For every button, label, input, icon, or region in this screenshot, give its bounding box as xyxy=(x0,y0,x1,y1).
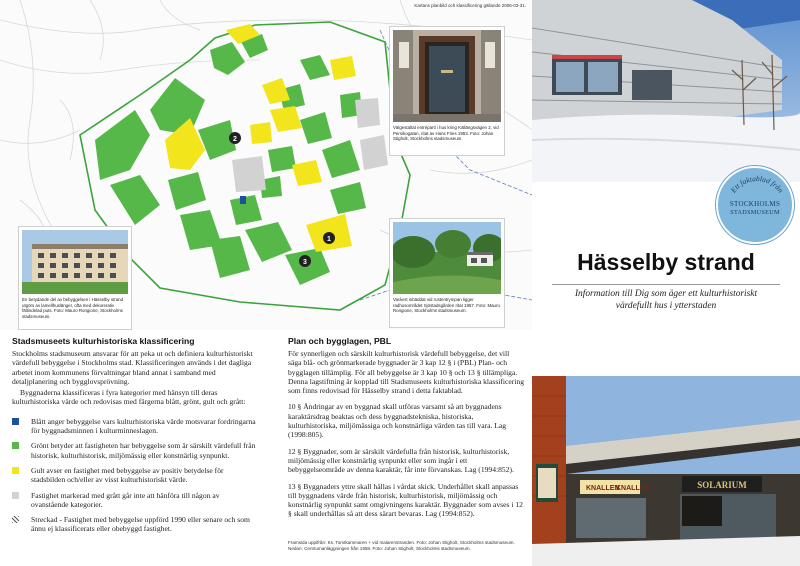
classification-legend xyxy=(12,417,258,534)
classification-heading: Stadsmuseets kulturhistoriska klassificering xyxy=(12,336,195,346)
pbl-paragraph-3: 12 § Byggnader, som är särskilt värdefulla från historisk, kulturhistorisk, miljömässig eller konstnärlig synpunkt eller som ingår i ett bebyggelseområde av denna karaktär, får inte förvanskas. Lag (1994:852). xyxy=(288,446,514,475)
legend-text-hatched: Streckad - Fastighet med bebyggelse uppförd 1990 eller senare och som ännu ej klassificerats eller obebyggd fastighet. xyxy=(31,515,250,534)
museum-badge xyxy=(716,166,794,244)
pbl-paragraph-1: För synnerligen och särskilt kulturhistorisk värdefull bebyggelse, det vill säga blå- och grönmarkerade byggnader är 3 kap 12 § i (PBL) Plan- och bygglagen tillämplig. För all bebyggelse är 3 kap 10 § och 13 § tillämpliga. Denna lagstiftning är kopplad till Stadsmuseets kulturhistoriska klassificering som finns redovisad för Hässelby strand i detta faktablad. xyxy=(288,349,524,396)
classification-map xyxy=(0,0,532,330)
legend-item-yellow xyxy=(12,466,258,485)
pbl-heading: Plan och bygglagen, PBL xyxy=(288,336,392,346)
entrance-photo xyxy=(393,30,501,122)
pbl-paragraph-4: 13 § Byggnaders yttre skall hållas i vårdat skick. Underhållet skall anpassas till byggnadens värde från historisk, kulturhistorisk, miljömässig och konstnärlig synpunkt samt omgivningens karaktär. Byggnader som avses i 12 § skall underhållas så att dess särart bevaras. Lag (1994:852). xyxy=(288,481,523,519)
hatched-swatch xyxy=(12,516,19,523)
legend-item-green xyxy=(12,441,258,460)
legend-text-grey: Fastighet markerad med grått går inte att hänföra till någon av ovanstående kategorier. xyxy=(31,490,220,509)
map-caption: Kartans planbild och klassificering gällande 2006-03-31. xyxy=(414,3,526,8)
legend-text-yellow: Gult avser en fastighet med bebyggelse av positiv betydelse för stadsbilden och/eller av visst kulturhistoriskt värde. xyxy=(31,465,224,485)
legend-text-blue: Blått anger bebyggelse vars kulturhistoriska värde motsvarar fordringarna för byggnadsminnen i kulturminneslagen. xyxy=(31,416,256,436)
shop-sign-2: KNALLEN xyxy=(616,485,650,492)
slab-caption: En betydande del av bebyggelsen i Hässelby strand utgörs av lamellhuslänger, ofta med dekorerativ fältindelad puts. Foto: Mauro Rongione, Stockholms stadsmuseum. xyxy=(22,297,124,319)
page-subtitle: Information till Dig som äger ett kulturhistoriskt värdefullt hus i ytterstaden xyxy=(574,289,758,311)
legend-item-hatched xyxy=(12,515,258,534)
houses-caption: Vackert inbäddat vid rustentrympan ligger radhusområdet Sjöstadsgården ritat 1957. Foto: Mauro Rongione, Stockholms stadsmuseum. xyxy=(393,297,500,313)
svg-text:Ett faktablad från xyxy=(728,174,785,195)
photo-credits: Framsida uppifrån: Ks. Tomtkammaren + vid malarenstranden. Foto: Johan Stigholt, Stockholms stadsmuseum. Nedan: Centrumanläggningen från 1958. Foto: Johan Stigholt, Stockholms stadsmuseum. xyxy=(288,540,515,551)
title-divider xyxy=(552,284,780,285)
blue-swatch xyxy=(12,418,19,425)
badge-line2: STOCKHOLMS xyxy=(729,200,781,208)
grey-swatch xyxy=(12,492,19,499)
title-panel xyxy=(532,173,800,376)
classification-column xyxy=(12,336,258,540)
green-swatch xyxy=(12,442,19,449)
legend-text-green: Grönt betyder att fastigheten har bebyggelse som är särskilt värdefull från historisk, kulturhistorisk, miljömässig eller konstnärlig synpunkt. xyxy=(31,441,256,460)
legend-item-grey xyxy=(12,491,258,510)
inset-slab-photo xyxy=(18,226,132,330)
map-marker-2: 2 xyxy=(233,136,237,143)
houses-photo xyxy=(393,222,501,294)
entrance-caption: Välgestaltat entréparti i hus kring Källängsvägen 2, vid Persikogatan, ritat av Hans Fries 1953. Foto: Johan Stigholt, Stockholms stadsmuseum. xyxy=(393,125,499,141)
map-marker-3: 3 xyxy=(303,259,307,266)
badge-line1: Ett faktablad från xyxy=(728,173,786,195)
page-title: Hässelby strand xyxy=(577,249,755,275)
map-marker-1: 1 xyxy=(327,236,331,243)
classification-paragraph-1: Stockholms stadsmuseum ansvarar för att peka ut och definiera kulturhistoriskt värdefull bebyggelse i Stockholms stad. Klassificeringen används i det dagliga arbetet inom kommunens förvaltningar bland annat i samband med detaljplanering och bygglovsprövning. xyxy=(12,349,253,386)
classification-paragraph-2: Byggnaderna klassificeras i fyra kategorier med hänsyn till deras kulturhistoriska värde och redovisas med färgerna blått, grönt, gult och grått: xyxy=(12,388,246,407)
legend-item-blue xyxy=(12,417,258,436)
shop-sign-1: KNALLEN xyxy=(586,485,620,492)
winter-apartment-photo xyxy=(532,0,800,182)
inset-houses-photo xyxy=(389,218,505,328)
pbl-column xyxy=(288,336,524,526)
shop-sign-3: SOLARIUM xyxy=(697,480,747,490)
shopping-centre-photo xyxy=(532,376,800,566)
badge-line3: STADSMUSEUM xyxy=(730,209,780,216)
pbl-paragraph-2: 10 § Ändringar av en byggnad skall utföras varsamt så att byggnadens karaktärsdrag beaktas och dess byggnadstekniska, historiska, kulturhistoriska, miljömässiga och konstnärliga värden tas till vara. Lag (1998:805). xyxy=(288,402,507,440)
slab-photo xyxy=(22,230,128,294)
inset-entrance-photo xyxy=(389,26,505,156)
yellow-swatch xyxy=(12,467,19,474)
